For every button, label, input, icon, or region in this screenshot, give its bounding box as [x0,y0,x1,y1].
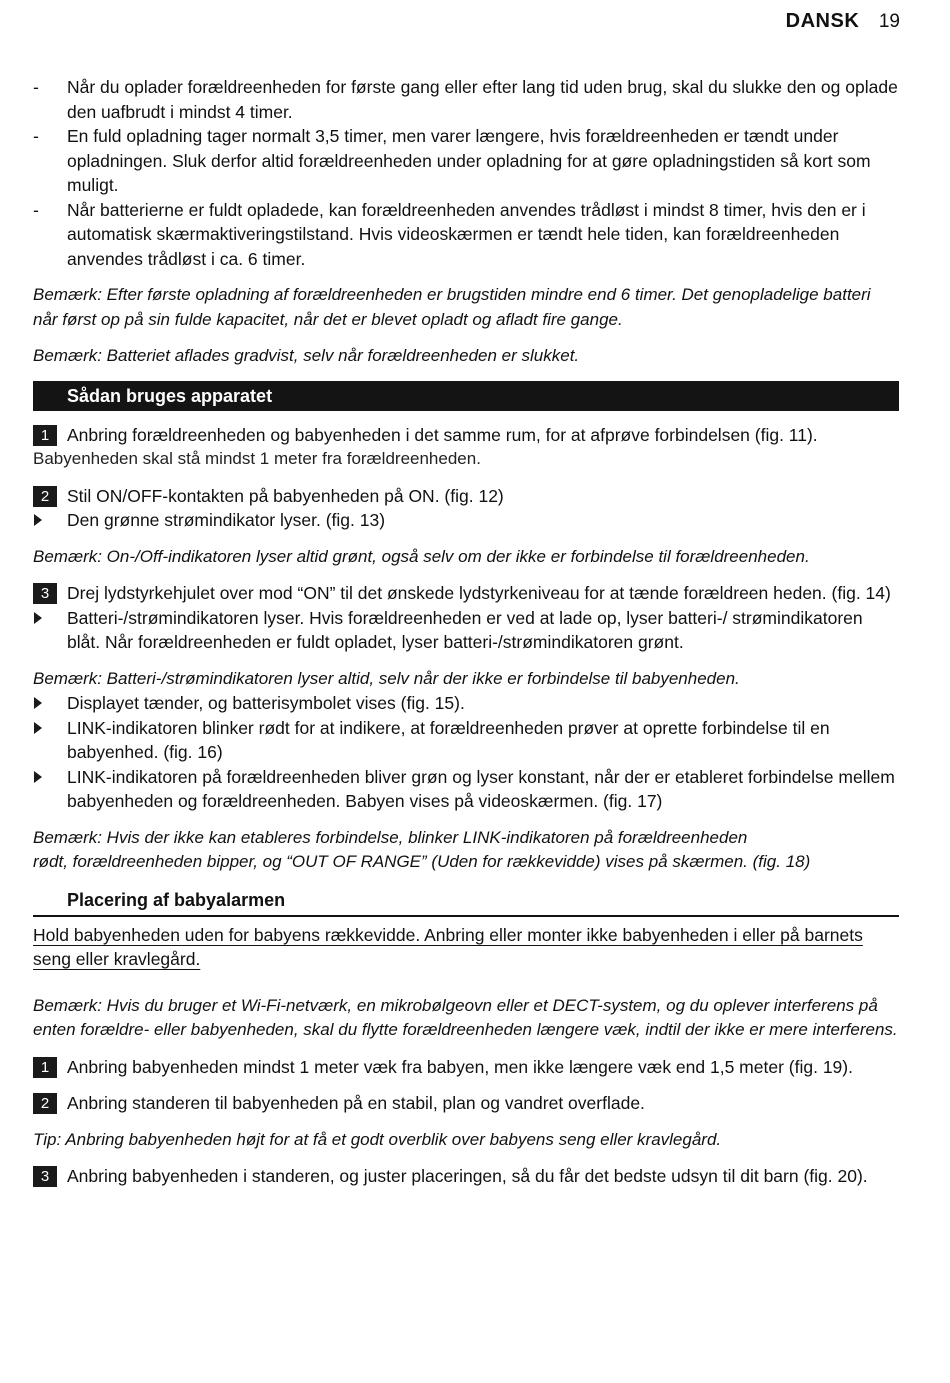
tip-text: Tip: Anbring babyenheden højt for at få et godt overblik over babyens seng eller kravlegård. [33,1129,722,1149]
warning-text: Hold babyenheden uden for babyens rækkevidde. Anbring eller monter ikke babyenheden i eller på barnets seng eller kravlegård. [33,924,863,969]
bullet-triangle-icon [34,771,42,783]
language-label: DANSK [785,10,860,32]
step-item: 1 Anbring forældreenheden og babyenheden i det samme rum, for at afprøve forbindelsen (fig. 11). [33,423,899,448]
bullet-item: LINK-indikatoren blinker rødt for at indikere, at forældreenheden prøver at oprette forbindelse til en babyenhed. (fig. 16) [33,716,899,765]
bullet-triangle-icon [34,697,42,709]
bullet-item: LINK-indikatoren på forældreenheden bliver grøn og lyser konstant, når der er etableret forbindelse mellem babyenheden og forældreenheden. Babyen vises på videoskærmen. (fig. 17) [33,765,899,814]
step-item: 1 Anbring babyenheden mindst 1 meter væk fra babyen, men ikke længere væk end 1,5 meter (fig. 19). [33,1055,899,1080]
bullet-item: Batteri-/strømindikatoren lyser. Hvis forældreenheden er ved at lade op, lyser batteri-/ strømindikatoren blåt. Når forældreenheden er fuldt opladet, lyser batteri-/strømindikatoren grønt. [33,606,899,655]
step-item: 3 Drej lydstyrkehjulet over mod “ON” til det ønskede lydstyrkeniveau for at tænde forældreen heden. (fig. 14) [33,581,899,606]
bullet-triangle-icon [34,514,42,526]
step-item: 2 Stil ON/OFF-kontakten på babyenheden på ON. (fig. 12) [33,484,899,509]
step-number: 3 [33,583,57,604]
bullet-item: Den grønne strømindikator lyser. (fig. 13) [33,508,899,533]
note-text: Bemærk: On-/Off-indikatoren lyser altid grønt, også selv om der ikke er forbindelse til forældreenheden. [33,546,810,566]
section-heading: Sådan bruges apparatet [33,381,899,411]
step-number: 3 [33,1166,57,1187]
bullet-item: Displayet tænder, og batterisymbolet vises (fig. 15). [33,691,899,716]
bullet-triangle-icon [34,612,42,624]
page-header [786,10,900,33]
step-number: 2 [33,486,57,507]
note-text: Bemærk: Efter første opladning af forældreenheden er brugstiden mindre end 6 timer. Det genopladelige batteri når først op på sin fulde kapacitet, når det er blevet opladt og afladt fire gange. [33,285,871,329]
step-item: 3 Anbring babyenheden i standeren, og juster placeringen, så du får det bedste udsyn til dit barn (fig. 20). [33,1164,899,1189]
page-content [33,75,899,1189]
list-item: - Når batterierne er fuldt opladede, kan forældreenheden anvendes trådløst i mindst 8 timer, hvis den er i automatisk skærmaktiveringstilstand. Hvis videoskærmen er tændt hele tiden, kan forældreenheden anvendes trådløst i ca. 6 timer. [33,199,866,269]
step-number: 1 [33,1057,57,1078]
bullet-triangle-icon [34,722,42,734]
list-item: - Når du oplader forældreenheden for første gang eller efter lang tid uden brug, skal du slukke den og oplade den uafbrudt i mindst 4 timer. [33,77,898,122]
note-text: Bemærk: Hvis du bruger et Wi-Fi-netværk, en mikrobølgeovn eller et DECT-system, og du oplever interferens på enten forældre- eller babyenheden, skal du flytte forældreenheden længere væk, indtil der ikke er mere interferens. [33,995,898,1039]
note-text: Bemærk: Batteriet aflades gradvist, selv når forældreenheden er slukket. [33,346,580,365]
step-item: 2 Anbring standeren til babyenheden på en stabil, plan og vandret overflade. [33,1091,899,1116]
subsection-heading: Placering af babyalarmen [33,887,899,917]
step-number: 1 [33,425,57,446]
note-text: Bemærk: Batteri-/strømindikatoren lyser altid, selv når der ikke er forbindelse til babyenheden. [33,668,740,688]
step-note: Babyenheden skal stå mindst 1 meter fra forældreenheden. [33,449,481,468]
step-number: 2 [33,1093,57,1114]
list-item: - En fuld opladning tager normalt 3,5 timer, men varer længere, hvis forældreenheden er tændt under opladningen. Sluk derfor altid forældreenheden under opladning for at gøre opladningstiden så kort som muligt. [33,126,871,195]
note-text: Bemærk: Hvis der ikke kan etableres forbindelse, blinker LINK-indikatoren på forældreenheden rødt, forældreenheden bipper, og “OUT OF RANGE” (Uden for rækkevidde) vises på skærmen. (fig. 18) [33,827,811,871]
page-number: 19 [878,11,900,32]
